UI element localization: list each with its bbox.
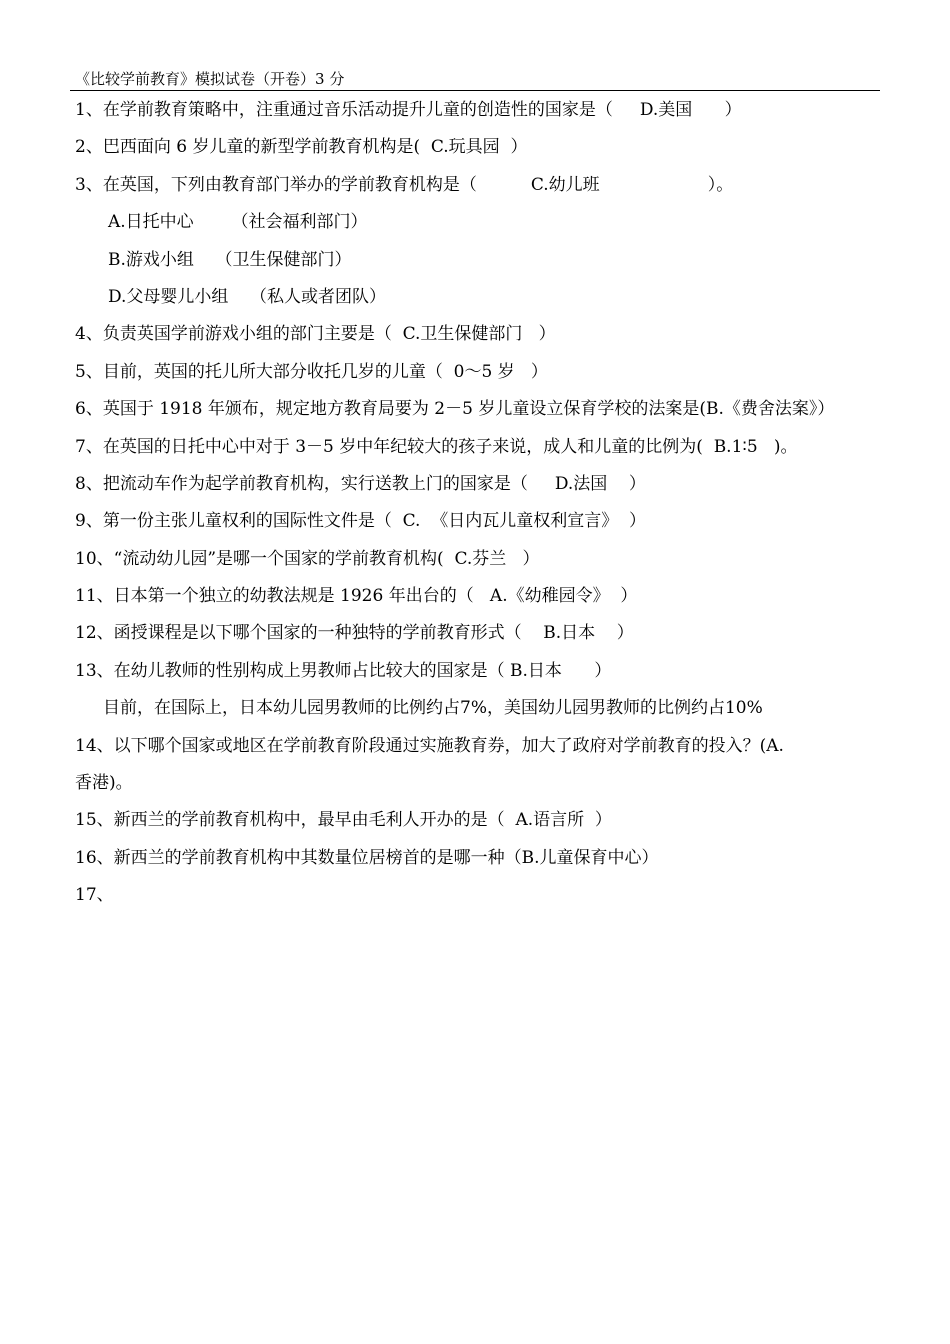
question-8: 8、把流动车作为起学前教育机构，实行送教上门的国家是（ D.法国 ） (75, 473, 646, 494)
question-14: 14、以下哪个国家或地区在学前教育阶段通过实施教育券，加大了政府对学前教育的投入？(A. (75, 735, 784, 756)
question-7: 7、在英国的日托中心中对于 3－5 岁中年纪较大的孩子来说，成人和儿童的比例为( B.1∶5 )。 (75, 436, 798, 457)
question-16: 16、新西兰的学前教育机构中其数量位居榜首的是哪一种（B.儿童保育中心） (75, 847, 659, 868)
question-2: 2、巴西面向 6 岁儿童的新型学前教育机构是( C.玩具园 ） (75, 137, 528, 158)
question-11: 11、日本第一个独立的幼教法规是 1926 年出台的（ A.《幼稚园令》 ） (75, 586, 638, 607)
question-4: 4、负责英国学前游戏小组的部门主要是（ C.卫生保健部门 ） (75, 324, 556, 345)
question-3: 3、在英国，下列由教育部门举办的学前教育机构是（ C.幼儿班 ）。 (75, 174, 734, 195)
question-5: 5、目前，英国的托儿所大部分收托几岁的儿童（ 0～5 岁 ） (75, 361, 548, 382)
question-13: 13、在幼儿教师的性别构成上男教师占比较大的国家是（ B.日本 ） (75, 660, 612, 681)
question-list (75, 92, 885, 915)
question-12: 12、函授课程是以下哪个国家的一种独特的学前教育形式（ B.日本 ） (75, 623, 634, 644)
header-rule (70, 90, 880, 91)
option-d: D.父母婴儿小组 （私人或者团队） (108, 286, 387, 307)
question-9: 9、第一份主张儿童权利的国际性文件是（ C. 《日内瓦儿童权利宣言》 ） (75, 511, 647, 532)
question-14-continued: 香港)。 (75, 773, 133, 794)
question-10: 10、“流动幼儿园”是哪一个国家的学前教育机构( C.芬兰 ） (75, 548, 540, 569)
question-15: 15、新西兰的学前教育机构中，最早由毛利人开办的是（ A.语言所 ） (75, 810, 612, 831)
option-b: B.游戏小组 （卫生保健部门） (108, 249, 352, 270)
option-a: A.日托中心 （社会福利部门） (108, 212, 368, 233)
question-13-note: 目前，在国际上，日本幼儿园男教师的比例约占7%，美国幼儿园男教师的比例约占10% (103, 698, 763, 719)
question-6: 6、英国于 1918 年颁布，规定地方教育局要为 2－5 岁儿童设立保育学校的法案是(B.《费舍法案》） (75, 399, 835, 420)
question-1: 1、在学前教育策略中，注重通过音乐活动提升儿童的创造性的国家是（ D.美国 ） (75, 100, 742, 120)
question-17: 17、 (75, 885, 114, 906)
page-header: 《比较学前教育》模拟试卷（开卷）3 分 (75, 70, 345, 88)
